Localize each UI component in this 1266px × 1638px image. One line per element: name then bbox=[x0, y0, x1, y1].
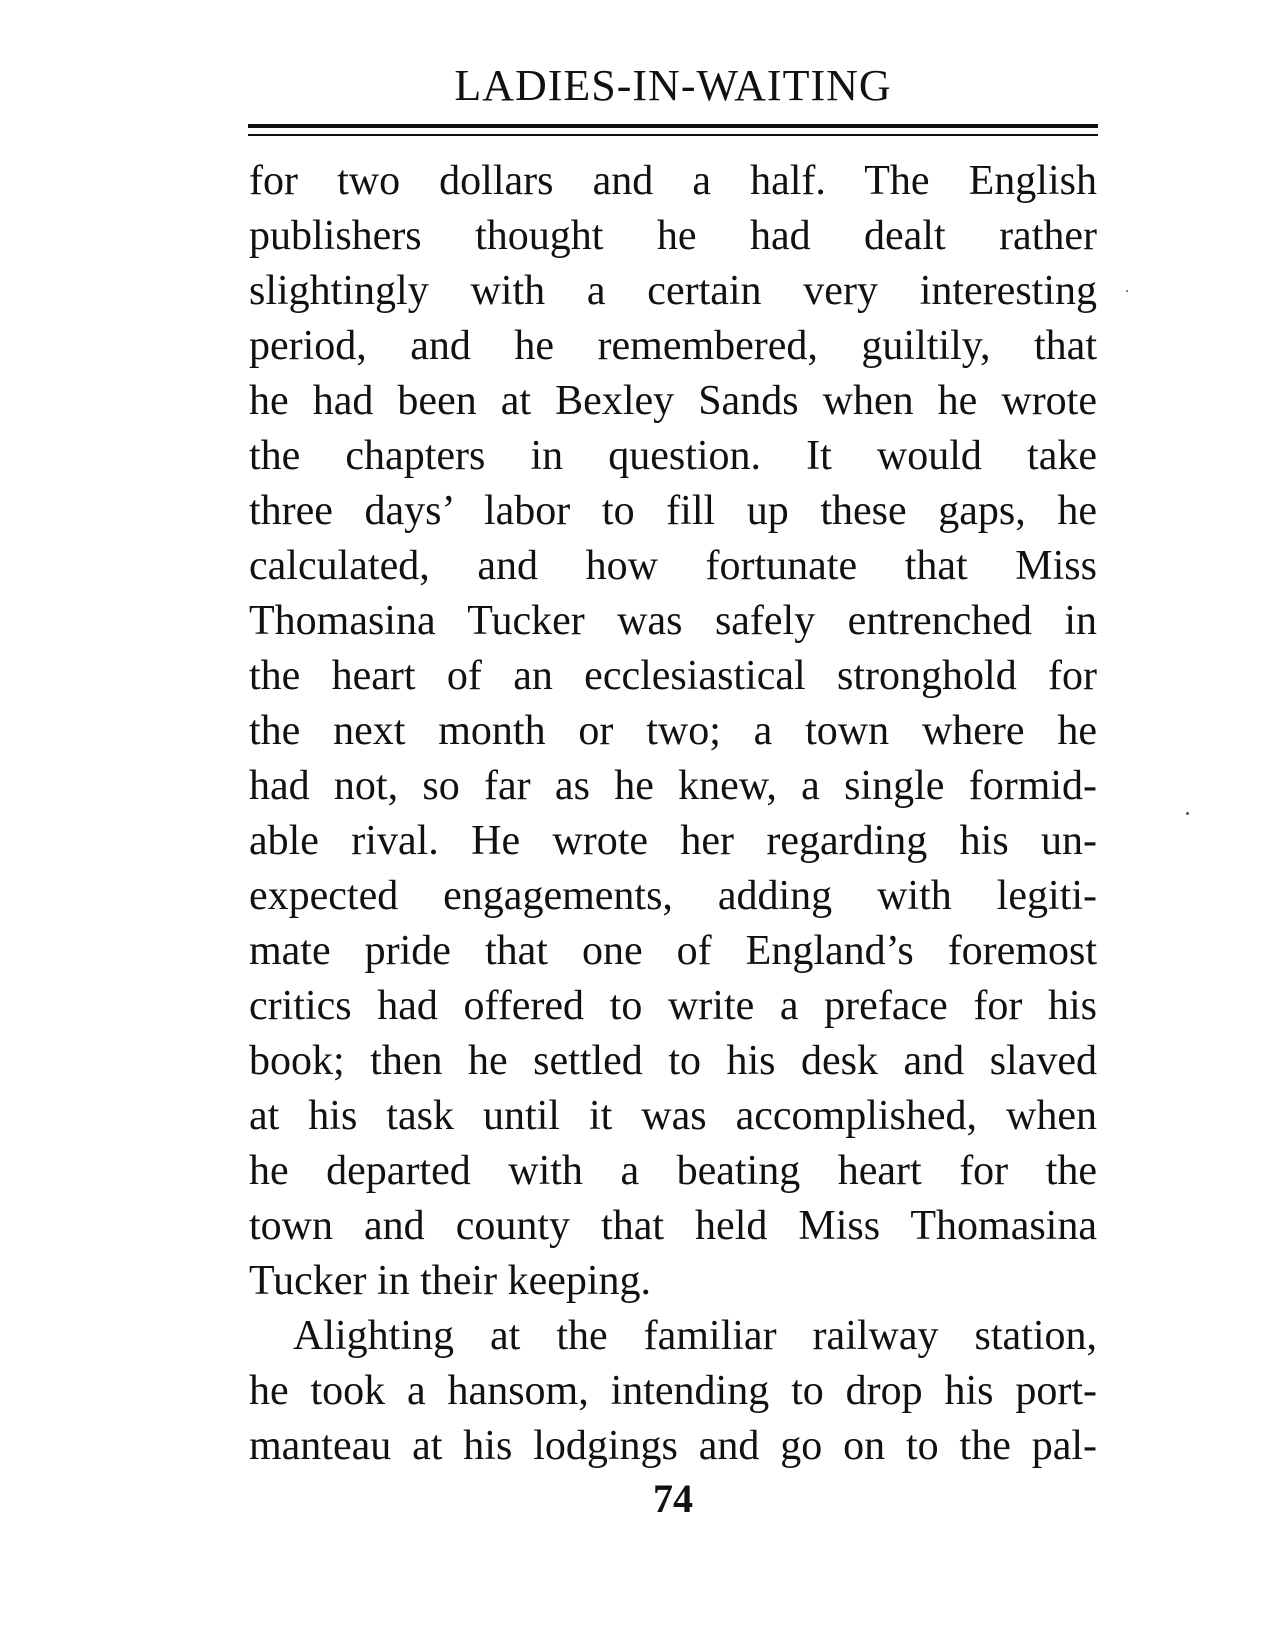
text-line: town and county that held Miss Thomasina bbox=[249, 1203, 1097, 1249]
text-line: he took a hansom, intending to drop his port- bbox=[249, 1368, 1097, 1414]
body-text bbox=[249, 154, 1097, 1474]
text-line: Tucker in their keeping. bbox=[249, 1258, 652, 1304]
paragraph bbox=[249, 1309, 1097, 1474]
text-line: publishers thought he had dealt rather bbox=[249, 213, 1097, 259]
text-line: Thomasina Tucker was safely entrenched in bbox=[249, 598, 1097, 644]
text-line: critics had offered to write a preface for his bbox=[249, 983, 1097, 1029]
text-line: book; then he settled to his desk and slaved bbox=[249, 1038, 1097, 1084]
text-line: the chapters in question. It would take bbox=[249, 433, 1097, 479]
text-line: manteau at his lodgings and go on to the pal- bbox=[249, 1423, 1097, 1469]
paragraph bbox=[249, 154, 1097, 1309]
text-line: the heart of an ecclesiastical stronghold for bbox=[249, 653, 1097, 699]
text-line: calculated, and how fortunate that Miss bbox=[249, 543, 1097, 589]
text-line: had not, so far as he knew, a single formid- bbox=[249, 763, 1097, 809]
text-line: Alighting at the familiar railway station, bbox=[293, 1313, 1097, 1359]
header-rule-thin bbox=[248, 134, 1098, 136]
text-line: he had been at Bexley Sands when he wrote bbox=[249, 378, 1097, 424]
text-line: mate pride that one of England’s foremost bbox=[249, 928, 1097, 974]
text-line: slightingly with a certain very interesting bbox=[249, 268, 1097, 314]
header-rule-thick bbox=[248, 124, 1098, 128]
text-line: the next month or two; a town where he bbox=[249, 708, 1097, 754]
text-line: period, and he remembered, guiltily, that bbox=[249, 323, 1097, 369]
text-line: at his task until it was accomplished, when bbox=[249, 1093, 1097, 1139]
page-number: 74 bbox=[653, 1476, 693, 1521]
paper-speck bbox=[1186, 812, 1189, 815]
text-line: he departed with a beating heart for the bbox=[249, 1148, 1097, 1194]
text-line: able rival. He wrote her regarding his un- bbox=[249, 818, 1097, 864]
text-line: for two dollars and a half. The English bbox=[249, 158, 1097, 204]
running-head: LADIES-IN-WAITING bbox=[454, 61, 892, 110]
text-line: three days’ labor to fill up these gaps, he bbox=[249, 488, 1097, 534]
paper-speck bbox=[1126, 290, 1128, 292]
text-line: expected engagements, adding with legiti- bbox=[249, 873, 1097, 919]
